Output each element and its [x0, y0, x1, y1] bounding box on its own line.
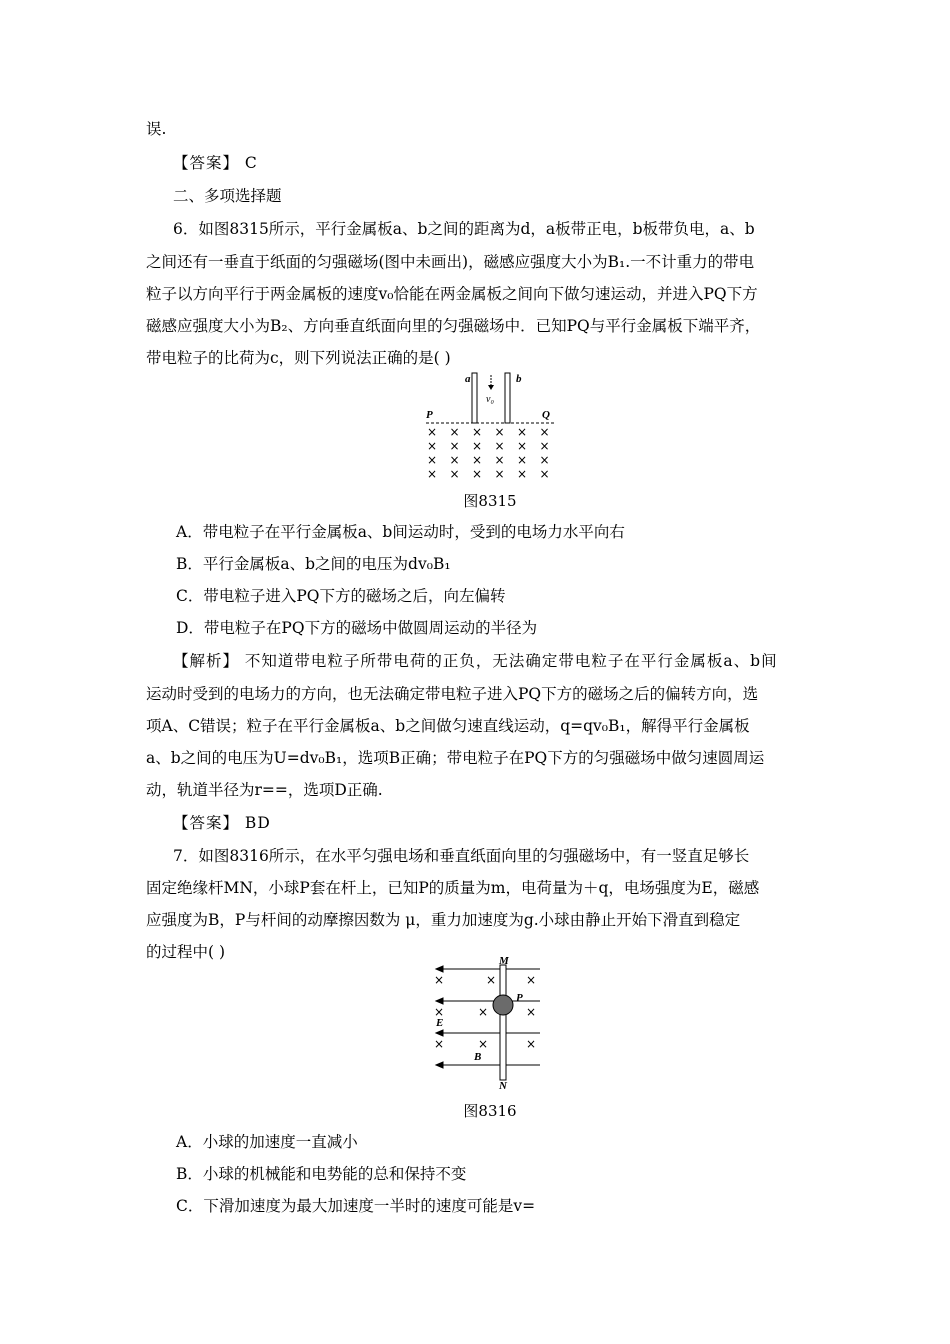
magnetic-field-crosses — [427, 425, 550, 478]
label-b: b — [516, 373, 522, 385]
magnetic-field-crosses-2 — [434, 973, 536, 1051]
cross-mark: × — [517, 467, 528, 478]
analysis-line-1: 【解析】 不知道带电粒子所带电荷的正负，无法确定带电粒子在平行金属板a、b间 — [173, 652, 778, 670]
analysis-line-3: 项A、C错误；粒子在平行金属板a、b之间做匀速直线运动，q=qv₀B₁，解得平行金属板 — [146, 717, 750, 735]
figure-8315 — [420, 368, 560, 478]
cross-mark: × — [539, 467, 550, 478]
cross-mark: × — [539, 439, 550, 453]
cross-mark: × — [486, 973, 497, 987]
cross-mark: × — [472, 467, 483, 478]
field-arrowhead — [436, 1062, 443, 1068]
cross-mark: × — [472, 453, 483, 467]
cross-mark: × — [449, 439, 460, 453]
cross-mark: × — [449, 453, 460, 467]
question-6-line-4: 磁感应强度大小为B₂、方向垂直纸面向里的匀强磁场中．已知PQ与平行金属板下端平齐， — [146, 317, 761, 335]
cross-mark: × — [517, 439, 528, 453]
q7-option-a: A．小球的加速度一直减小 — [176, 1133, 358, 1151]
label-P2: P — [516, 992, 523, 1004]
cross-mark: × — [526, 1005, 537, 1019]
question-7-line-3: 应强度为B，P与杆间的动摩擦因数为 μ，重力加速度为g.小球由静止开始下滑直到稳定 — [146, 911, 741, 929]
figure-8316 — [428, 955, 548, 1090]
cross-mark: × — [472, 439, 483, 453]
field-arrowhead — [436, 966, 443, 972]
answer-bd: 【答案】 BD — [173, 814, 271, 832]
cross-mark: × — [472, 425, 483, 439]
cross-mark: × — [427, 425, 438, 439]
field-arrowhead — [436, 998, 443, 1004]
question-7-line-2: 固定绝缘杆MN，小球P套在杆上，已知P的质量为m，电荷量为＋q，电场强度为E，磁感 — [146, 879, 760, 897]
cross-mark: × — [449, 425, 460, 439]
q6-option-a: A．带电粒子在平行金属板a、b间运动时，受到的电场力水平向右 — [176, 523, 625, 541]
ball-p — [493, 995, 513, 1015]
q6-option-d: D．带电粒子在PQ下方的磁场中做圆周运动的半径为 — [176, 619, 538, 637]
label-B: B — [474, 1051, 482, 1063]
plate-a — [472, 373, 477, 423]
text-line: 误. — [146, 120, 167, 138]
cross-mark: × — [494, 467, 505, 478]
label-v0: v₀ — [486, 394, 494, 405]
cross-mark: × — [434, 1005, 445, 1019]
label-M: M — [499, 955, 509, 967]
cross-mark: × — [434, 1037, 445, 1051]
cross-mark: × — [517, 425, 528, 439]
analysis-line-5: 动，轨道半径为r==，选项D正确. — [146, 781, 383, 799]
cross-mark: × — [539, 425, 550, 439]
rod-mn — [500, 965, 506, 1080]
question-6-line-5: 带电粒子的比荷为c，则下列说法正确的是( ) — [146, 349, 451, 367]
label-a: a — [465, 373, 471, 385]
cross-mark: × — [494, 425, 505, 439]
question-7-line-1: 7．如图8316所示，在水平匀强电场和垂直纸面向里的匀强磁场中，有一竖直足够长 — [173, 847, 750, 865]
question-6-line-3: 粒子以方向平行于两金属板的速度v₀恰能在两金属板之间向下做匀速运动，并进入PQ下方 — [146, 285, 758, 303]
velocity-arrowhead — [488, 385, 494, 390]
question-6-line-1: 6．如图8315所示，平行金属板a、b之间的距离为d，a板带正电，b板带负电，a、b — [173, 220, 755, 238]
q6-option-c: C．带电粒子进入PQ下方的磁场之后，向左偏转 — [176, 587, 506, 605]
cross-mark: × — [517, 453, 528, 467]
cross-mark: × — [478, 1037, 489, 1051]
analysis-line-4: a、b之间的电压为U=dv₀B₁，选项B正确；带电粒子在PQ下方的匀强磁场中做匀速圆周运 — [146, 749, 765, 767]
answer-line: 【答案】 C — [173, 154, 258, 172]
cross-mark: × — [449, 467, 460, 478]
q7-option-c: C．下滑加速度为最大加速度一半时的速度可能是v= — [176, 1197, 536, 1215]
cross-mark: × — [494, 439, 505, 453]
cross-mark: × — [427, 453, 438, 467]
section-heading: 二、多项选择题 — [173, 187, 282, 205]
question-6-line-2: 之间还有一垂直于纸面的匀强磁场(图中未画出)，磁感应强度大小为B₁.一不计重力的带电 — [146, 253, 755, 271]
question-7-line-4: 的过程中( ) — [146, 943, 226, 961]
label-E: E — [436, 1017, 444, 1029]
cross-mark: × — [434, 973, 445, 987]
figure-8315-caption: 图8315 — [463, 492, 517, 510]
cross-mark: × — [526, 1037, 537, 1051]
cross-mark: × — [526, 973, 537, 987]
cross-mark: × — [539, 453, 550, 467]
analysis-line-2: 运动时受到的电场力的方向，也无法确定带电粒子进入PQ下方的磁场之后的偏转方向，选 — [146, 685, 759, 703]
q6-option-b: B．平行金属板a、b之间的电压为dv₀B₁ — [176, 555, 451, 573]
q7-option-b: B．小球的机械能和电势能的总和保持不变 — [176, 1165, 467, 1183]
cross-mark: × — [427, 439, 438, 453]
label-P: P — [426, 409, 433, 421]
cross-mark: × — [427, 467, 438, 478]
figure-8316-caption: 图8316 — [463, 1102, 517, 1120]
field-arrowhead — [436, 1030, 443, 1036]
cross-mark: × — [478, 1005, 489, 1019]
label-Q: Q — [542, 409, 550, 421]
plate-b — [505, 373, 510, 423]
cross-mark: × — [494, 453, 505, 467]
label-N: N — [499, 1080, 507, 1090]
